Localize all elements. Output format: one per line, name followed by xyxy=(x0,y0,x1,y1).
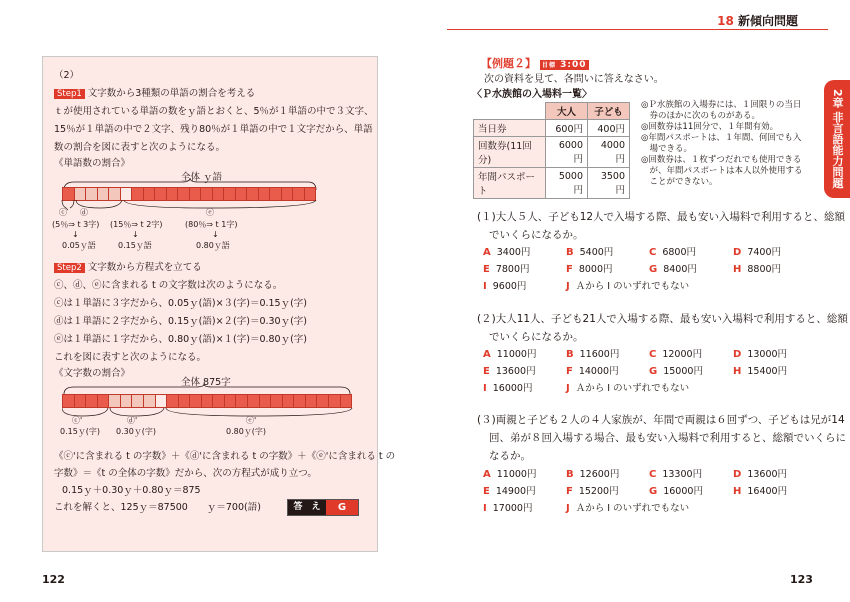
paragraph-line: 数の割合を図に表すと次のようになる。 xyxy=(54,142,226,153)
paragraph-line: 字数》＝《t の全体の字数》だから、次の方程式が成り立つ。 xyxy=(54,468,317,479)
paragraph-line: ⓒ、ⓓ、ⓔに含まれる t の文字数は次のようになる。 xyxy=(54,280,283,291)
q2-option-c[interactable]: C 12000円 xyxy=(649,349,703,360)
figure1-caption: 《単語数の割合》 xyxy=(54,158,131,169)
question3-line: (３)両親と子ども２人の４人家族が、年間で両親は６回ずつ、子どもは兄が14 xyxy=(477,414,845,426)
figure1-d-desc: (15％⇒ t 2字) xyxy=(110,220,163,229)
page-number-left: 122 xyxy=(42,573,65,586)
figure2-c-marker: ⓒ' xyxy=(72,416,83,425)
question3-line: 回、弟が８回入場する場合、最も安い入場料で利用すると、総額でいくらに xyxy=(489,432,846,444)
q3-option-e[interactable]: E 14900円 xyxy=(483,486,536,497)
figure2-c-value: 0.15ｙ(字) xyxy=(60,427,101,436)
figure1-c-desc: (5％⇒ t 3字) xyxy=(52,220,100,229)
table-cell: 年間パスポート xyxy=(474,168,546,199)
table-header-cell: 大人 xyxy=(546,103,588,120)
question2-line: でいくらになるか。 xyxy=(489,331,584,343)
figure1-e-marker: ⓔ xyxy=(206,208,214,217)
q1-option-b[interactable]: B 5400円 xyxy=(566,247,614,258)
timer-icon: 目標 xyxy=(542,62,557,69)
q3-option-b[interactable]: B 12600円 xyxy=(566,469,620,480)
chapter-side-tab[interactable]: 2章 非言語能力問題 xyxy=(824,80,850,198)
table-row xyxy=(474,120,630,137)
timer-badge xyxy=(540,60,589,70)
paragraph-line: ｔが使用されている単語の数をｙ語とおくと、5％が１単語の中で３文字、 xyxy=(54,106,374,117)
timer-value: 3:00 xyxy=(560,60,587,70)
question1-line: でいくらになるか。 xyxy=(489,229,584,241)
q1-option-h[interactable]: H 8800円 xyxy=(733,264,782,275)
q1-option-j[interactable]: J Ａから I のいずれでもない xyxy=(566,281,690,292)
q3-option-g[interactable]: G 16000円 xyxy=(649,486,703,497)
figure1-e-value: 0.80ｙ語 xyxy=(196,241,230,250)
equation: 0.15ｙ＋0.30ｙ＋0.80ｙ＝875 xyxy=(62,485,201,496)
q3-option-a[interactable]: A 11000円 xyxy=(483,469,537,480)
paragraph-line: ⓓは１単語に２字だから、0.15ｙ(語)×２(字)＝0.30ｙ(字) xyxy=(54,316,308,327)
step2-heading xyxy=(54,262,202,273)
figure2-bar xyxy=(62,394,352,408)
paragraph-line: ⓒは１単語に３字だから、0.05ｙ(語)×３(字)＝0.15ｙ(字) xyxy=(54,298,308,309)
note-line: 場できる。 xyxy=(641,144,693,154)
figure2-total-label: 全体 875字 xyxy=(181,377,231,388)
figure2-e-marker: ⓔ' xyxy=(246,416,257,425)
table-cell: 当日券 xyxy=(474,120,546,137)
q2-option-i[interactable]: I 16000円 xyxy=(483,383,533,394)
figure2-d-marker: ⓓ' xyxy=(127,416,138,425)
example-intro: 次の資料を見て、各問いに答えなさい。 xyxy=(484,74,664,85)
step1-title: 文字数から3種類の単語の割合を考える xyxy=(87,88,256,99)
note-line: が、年間パスポートは本人以外使用する xyxy=(641,166,803,176)
q1-option-c[interactable]: C 6800円 xyxy=(649,247,697,258)
paragraph-line: ⓔは１単語に１字だから、0.80ｙ(語)×１(字)＝0.80ｙ(字) xyxy=(54,334,308,345)
step1-heading xyxy=(54,88,255,99)
table-header-cell: 子ども xyxy=(588,103,630,120)
note-line: ◎回数券は11回分で、１年間有効。 xyxy=(641,122,779,132)
note-line: ことができない。 xyxy=(641,177,718,187)
table-row xyxy=(474,137,630,168)
q3-option-d[interactable]: D 13600円 xyxy=(733,469,788,480)
figure2-caption: 《文字数の割合》 xyxy=(54,368,131,379)
figure2-brace xyxy=(62,384,352,394)
header-rule xyxy=(447,29,828,30)
q1-option-i[interactable]: I 9600円 xyxy=(483,281,527,292)
table-cell: 6000円 xyxy=(546,137,588,168)
table-row xyxy=(474,168,630,199)
q2-option-d[interactable]: D 13000円 xyxy=(733,349,788,360)
arrow: ↓ xyxy=(212,230,219,239)
table-header-row xyxy=(474,103,630,120)
q3-option-c[interactable]: C 13300円 xyxy=(649,469,703,480)
paragraph-line: 15％が１単語の中で２文字、残り80％が１単語の中で１文字だから、単語 xyxy=(54,124,373,135)
q3-option-h[interactable]: H 16400円 xyxy=(733,486,788,497)
question2-line: (２)大人11人、子ども21人で入場する際、最も安い入場料で利用すると、総額 xyxy=(477,313,848,325)
q1-option-f[interactable]: F 8000円 xyxy=(566,264,613,275)
figure1-e-desc: (80％⇒ t 1字) xyxy=(185,220,238,229)
arrow: ↓ xyxy=(132,230,139,239)
note-line: ◎回数券は、１枚ずつだれでも使用できる xyxy=(641,155,802,165)
table-cell: 4000円 xyxy=(588,137,630,168)
figure1-lower-brace xyxy=(60,200,320,212)
answer-value: G xyxy=(326,500,358,515)
q2-option-b[interactable]: B 11600円 xyxy=(566,349,620,360)
q2-option-j[interactable]: J Ａから I のいずれでもない xyxy=(566,383,690,394)
figure2-e-value: 0.80ｙ(字) xyxy=(226,427,267,436)
q2-option-h[interactable]: H 15400円 xyxy=(733,366,788,377)
table-header-cell xyxy=(474,103,546,120)
step1-badge: Step1 xyxy=(54,89,85,99)
note-line: ◎Ｐ水族館の入場券には、１回限りの当日 xyxy=(641,100,802,110)
arrow: ↓ xyxy=(72,230,79,239)
chapter-title: 新傾向問題 xyxy=(737,14,798,28)
figure1-c-marker: ⓒ xyxy=(59,208,67,217)
q2-option-g[interactable]: G 15000円 xyxy=(649,366,703,377)
q2-option-f[interactable]: F 14000円 xyxy=(566,366,619,377)
q3-option-j[interactable]: J Ａから I のいずれでもない xyxy=(566,503,690,514)
question3-line: なるか。 xyxy=(489,450,531,462)
step2-badge: Step2 xyxy=(54,263,85,273)
q1-option-d[interactable]: D 7400円 xyxy=(733,247,781,258)
table-cell: 600円 xyxy=(546,120,588,137)
fee-table xyxy=(473,102,630,199)
chapter-number: 18 xyxy=(717,14,734,28)
table-cell: 5000円 xyxy=(546,168,588,199)
question1-line: (１)大人５人、子ども12人で入場する際、最も安い入場料で利用すると、総額 xyxy=(477,211,846,223)
table-title: 〈Ｐ水族館の入場料一覧〉 xyxy=(472,89,592,100)
note-line: 券のほかに次のものがある。 xyxy=(641,111,761,121)
answer-box xyxy=(287,499,359,516)
example-label: 【例題２】 xyxy=(481,57,536,70)
figure2-lower-brace xyxy=(62,408,354,420)
paragraph-line: これを図に表すと次のようになる。 xyxy=(54,352,207,363)
example-title xyxy=(481,55,589,71)
q3-option-f[interactable]: F 15200円 xyxy=(566,486,619,497)
figure1-c-value: 0.05ｙ語 xyxy=(62,241,96,250)
q1-option-a[interactable]: A 3400円 xyxy=(483,247,531,258)
figure1-d-value: 0.15ｙ語 xyxy=(118,241,152,250)
page-number-right: 123 xyxy=(790,573,813,586)
part-label: （2） xyxy=(54,70,80,81)
table-cell: 400円 xyxy=(588,120,630,137)
chapter-header xyxy=(717,12,798,29)
answer-label: 答 え xyxy=(288,500,326,515)
figure1-d-marker: ⓓ xyxy=(80,208,88,217)
solution-line: これを解くと、125ｙ＝87500 ｙ＝700(語) xyxy=(54,502,261,513)
q2-option-e[interactable]: E 13600円 xyxy=(483,366,536,377)
table-cell: 回数券(11回分) xyxy=(474,137,546,168)
table-cell: 3500円 xyxy=(588,168,630,199)
figure2-d-value: 0.30ｙ(字) xyxy=(116,427,157,436)
q1-option-g[interactable]: G 8400円 xyxy=(649,264,697,275)
note-line: ◎年間パスポートは、１年間、何回でも入 xyxy=(641,133,802,143)
figure1-total-label: 全体 ｙ語 xyxy=(181,172,223,183)
paragraph-line: 《ⓒ'に含まれる t の字数》＋《ⓓ'に含まれる t の字数》＋《ⓔ'に含まれる t の xyxy=(54,451,396,462)
q1-option-e[interactable]: E 7800円 xyxy=(483,264,530,275)
q3-option-i[interactable]: I 17000円 xyxy=(483,503,533,514)
figure1-bar xyxy=(62,187,316,201)
step2-title: 文字数から方程式を立てる xyxy=(87,262,202,273)
q2-option-a[interactable]: A 11000円 xyxy=(483,349,537,360)
